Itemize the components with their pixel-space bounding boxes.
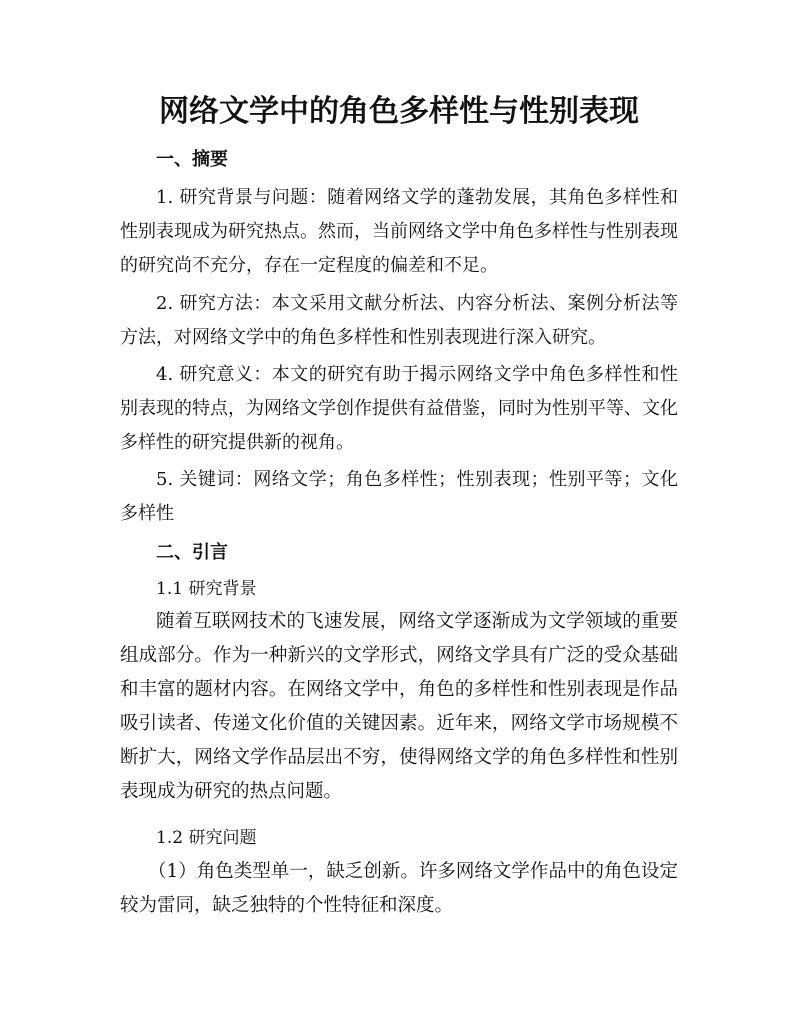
abstract-paragraph-significance: 4. 研究意义：本文的研究有助于揭示网络文学中角色多样性和性别表现的特点，为网络文学创作提供有益借鉴，同时为性别平等、文化多样性的研究提供新的视角。 [120,364,678,453]
questions-paragraph: （1）角色类型单一，缺乏创新。许多网络文学作品中的角色设定较为雷同，缺乏独特的个性特征和深度。 [120,861,678,916]
document-title: 网络文学中的角色多样性与性别表现 [159,94,639,129]
background-paragraph: 随着互联网技术的飞速发展，网络文学逐渐成为文学领域的重要组成部分。作为一种新兴的文学形式，网络文学具有广泛的受众基础和丰富的题材内容。在网络文学中，角色的多样性和性别表现是作品吸引读者、传递文化价值的关键因素。近年来，网络文学市场规模不断扩大，网络文学作品层出不穷，使得网络文学的角色多样性和性别表现成为研究的热点问题。 [120,611,678,802]
abstract-heading: 一、摘要 [156,149,228,170]
abstract-paragraph-background: 1. 研究背景与问题：随着网络文学的蓬勃发展，其角色多样性和性别表现成为研究热点。然而，当前网络文学中角色多样性与性别表现的研究尚不充分，存在一定程度的偏差和不足。 [120,187,678,276]
section-title-background: 1.1 研究背景 [156,579,257,599]
section-title-questions: 1.2 研究问题 [156,828,257,848]
abstract-paragraph-method: 2. 研究方法：本文采用文献分析法、内容分析法、案例分析法等方法，对网络文学中的角色多样性和性别表现进行深入研究。 [120,293,678,348]
abstract-paragraph-keywords: 5. 关键词：网络文学；角色多样性；性别表现；性别平等；文化多样性 [120,469,678,524]
intro-heading: 二、引言 [156,542,228,563]
